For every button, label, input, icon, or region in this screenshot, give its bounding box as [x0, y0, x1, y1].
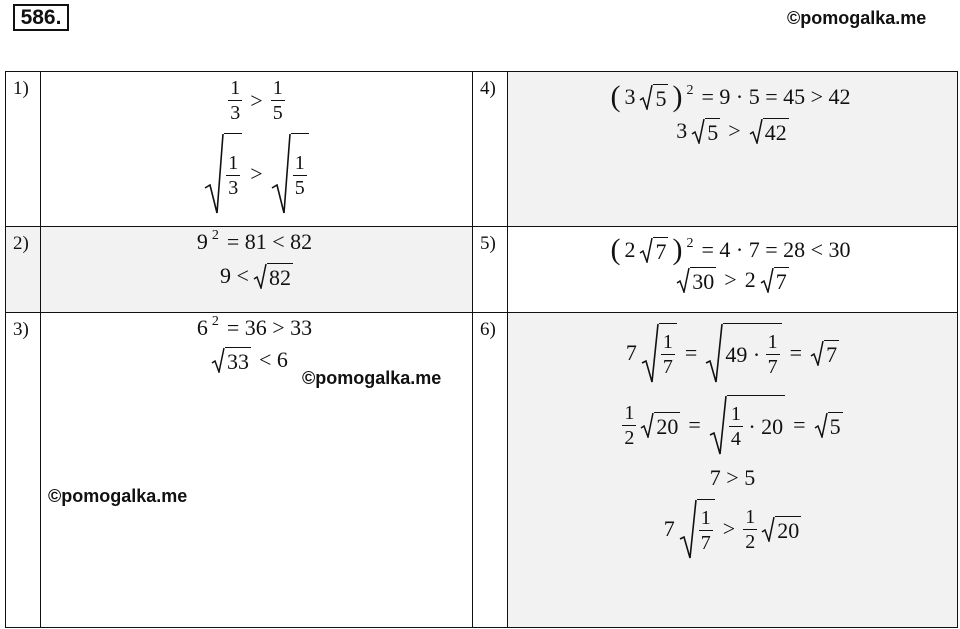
cell-4-line-1: ( 3 5 ) 2 = 9 · 5 = 45 > 42 — [610, 80, 851, 113]
cell-3-line-2: 33 < 6 — [91, 347, 472, 373]
radical: $\frac{1}{3}$ — [204, 133, 242, 215]
cell-1-line-2 — [41, 133, 472, 215]
cell-label-1: 1) — [6, 72, 41, 227]
operator: > — [250, 87, 263, 113]
cell-4-line-2: 3 5 > 42 — [676, 118, 787, 145]
cell-label-3: 3) — [6, 313, 41, 628]
cell-3 — [41, 313, 473, 628]
cell-3-line-1: 6 2 = 36 > 33 — [196, 314, 313, 340]
cell-6-line-2: $\frac{1}{2}$ 20 = $\frac{1}{4}$ · 20 = 5 — [508, 395, 957, 455]
cell-5-line-1: ( 2 7 ) 2 = 4 · 7 = 28 < 30 — [610, 233, 851, 266]
cell-2 — [41, 227, 473, 313]
cell-1-line-1 — [41, 78, 472, 123]
fraction: $\frac{1}{3}$ — [230, 77, 241, 124]
table-row — [6, 227, 958, 313]
problem-number: 586. — [13, 4, 69, 31]
cell-label-5: 5) — [473, 227, 508, 313]
cell-2-line-2: 9 < 82 — [220, 263, 291, 290]
cell-label-6: 6) — [473, 313, 508, 628]
watermark-lower: ©pomogalka.me — [48, 486, 188, 506]
watermark-top: ©pomogalka.me — [787, 8, 927, 28]
cell-1 — [41, 72, 473, 227]
radical: $\frac{1}{5}$ — [271, 133, 309, 215]
cell-2-line-1: 9 2 = 81 < 82 — [196, 228, 313, 254]
watermark-middle: ©pomogalka.me — [302, 368, 442, 388]
cell-6-line-3: 7 > 5 — [709, 465, 756, 490]
solution-table — [5, 71, 958, 628]
cell-label-4: 4) — [473, 72, 508, 227]
table-row — [6, 313, 958, 628]
operator: > — [250, 161, 263, 186]
cell-6-line-1: 7 $\frac{1}{7}$ = 49 · $\frac{1}{7}$ = 7 — [508, 323, 957, 383]
cell-5 — [508, 227, 958, 313]
cell-4 — [508, 72, 958, 227]
cell-5-line-2: 30 > 2 7 — [508, 267, 957, 293]
cell-6-line-4: 7 $\frac{1}{7}$ > $\frac{1}{2}$ 20 — [508, 499, 957, 559]
table-row — [6, 72, 958, 227]
cell-6 — [508, 313, 958, 628]
cell-label-2: 2) — [6, 227, 41, 313]
fraction: $\frac{1}{5}$ — [272, 77, 283, 124]
